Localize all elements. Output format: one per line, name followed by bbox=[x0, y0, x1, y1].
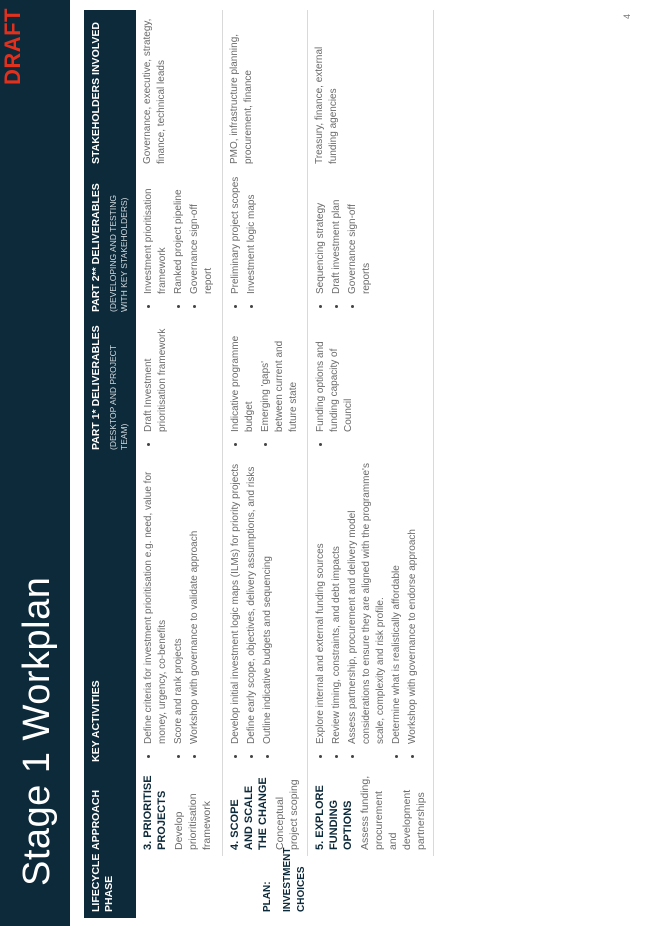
list-item: • Determine what is realistically affordable bbox=[389, 462, 404, 746]
list-item: • Score and rank projects bbox=[171, 462, 186, 746]
part2-cell bbox=[223, 170, 308, 318]
list-item: • Workshop with governance to endorse approach bbox=[405, 462, 420, 746]
lifecycle-phase-cell bbox=[136, 847, 434, 918]
list-item: • Investment prioritisation framework bbox=[141, 176, 170, 296]
header-part2 bbox=[84, 170, 136, 318]
draft-label: DRAFT bbox=[0, 8, 25, 86]
table-row bbox=[223, 10, 308, 918]
approach-cell bbox=[308, 768, 434, 856]
list-item: • Define early scope, objectives, delivery assumptions, and risks bbox=[244, 462, 259, 746]
approach-description: Conceptual project scoping bbox=[274, 779, 300, 850]
header-approach: APPROACH bbox=[84, 768, 136, 856]
activities-cell bbox=[136, 456, 223, 768]
list-item: • Review timing, constraints, and debt impacts bbox=[329, 462, 344, 746]
list-item: • Outline indicative budgets and sequencing bbox=[260, 462, 275, 746]
approach-description: Develop prioritisation framework bbox=[173, 793, 213, 850]
part1-cell bbox=[136, 318, 223, 456]
header-part1-subtitle: (DESKTOP AND PROJECT TEAM) bbox=[108, 345, 129, 450]
page-title: Stage 1 Workplan bbox=[16, 576, 58, 886]
list-item: • Preliminary project scopes bbox=[228, 176, 243, 296]
stakeholders-cell: PMO, infrastructure planning, procurement, finance bbox=[223, 10, 308, 170]
part1-cell bbox=[223, 318, 308, 456]
approach-name: 3. PRIORITISE PROJECTS bbox=[142, 775, 168, 850]
list-item: • Draft Investment prioritisation framework bbox=[141, 324, 170, 434]
table-row bbox=[308, 10, 434, 918]
phase-name: INVESTMENT CHOICES bbox=[281, 847, 307, 912]
header-stakeholders: STAKEHOLDERS INVOLVED bbox=[84, 10, 136, 170]
list-item: • Emerging 'gaps' between current and future state bbox=[258, 324, 301, 434]
page-number: 4 bbox=[622, 14, 632, 20]
list-item: • Ranked project pipeline bbox=[171, 176, 186, 296]
list-item: • Draft investment plan bbox=[329, 176, 344, 296]
approach-cell bbox=[136, 768, 223, 856]
list-item: • Sequencing strategy bbox=[313, 176, 328, 296]
part1-cell bbox=[308, 318, 434, 456]
list-item: • Funding options and funding capacity of Council bbox=[313, 324, 356, 434]
list-item: • Explore internal and external funding sources bbox=[313, 462, 328, 746]
header-part1 bbox=[84, 318, 136, 456]
list-item: • Workshop with governance to validate approach bbox=[187, 462, 202, 746]
list-item: • Indicative programme budget bbox=[228, 324, 257, 434]
header-row bbox=[84, 10, 136, 918]
list-item: • Define criteria for investment prioritisation e.g. need, value for money, urgency, co-benefits bbox=[141, 462, 170, 746]
part2-cell bbox=[136, 170, 223, 318]
part2-cell bbox=[308, 170, 434, 318]
approach-description: Assess funding, procurement and development partnerships bbox=[359, 775, 427, 850]
phase-label: PLAN: bbox=[261, 881, 273, 912]
list-item: • Develop initial investment logic maps (ILMs) for priority projects bbox=[228, 462, 243, 746]
header-part1-title: PART 1* DELIVERABLES bbox=[90, 325, 102, 450]
list-item: • Investment logic maps bbox=[244, 176, 259, 296]
approach-name: 4. SCOPE AND SCALE THE CHANGE bbox=[229, 777, 269, 850]
table-row bbox=[136, 10, 223, 918]
header-part2-subtitle: (DEVELOPING AND TESTING WITH KEY STAKEHOLDERS) bbox=[108, 195, 129, 312]
activities-cell bbox=[308, 456, 434, 768]
header-key-activities: KEY ACTIVITIES bbox=[84, 456, 136, 768]
workplan-table bbox=[84, 10, 434, 918]
activities-cell bbox=[223, 456, 308, 768]
approach-name: 5. EXPLORE FUNDING OPTIONS bbox=[314, 785, 354, 850]
list-item: • Assess partnership, procurement and delivery model considerations to ensure they are aligned with the programme's scale, complexity and risk profile. bbox=[345, 462, 388, 746]
header-part2-title: PART 2** DELIVERABLES bbox=[90, 183, 102, 312]
header-lifecycle-phase: LIFECYCLE PHASE bbox=[84, 856, 136, 918]
stakeholders-cell: Treasury, finance, external funding agencies bbox=[308, 10, 434, 170]
list-item: • Governance sign-off reports bbox=[345, 176, 374, 296]
list-item: • Governance sign-off report bbox=[187, 176, 216, 296]
approach-cell bbox=[223, 768, 308, 856]
stakeholders-cell: Governance, executive, strategy, finance, technical leads bbox=[136, 10, 223, 170]
